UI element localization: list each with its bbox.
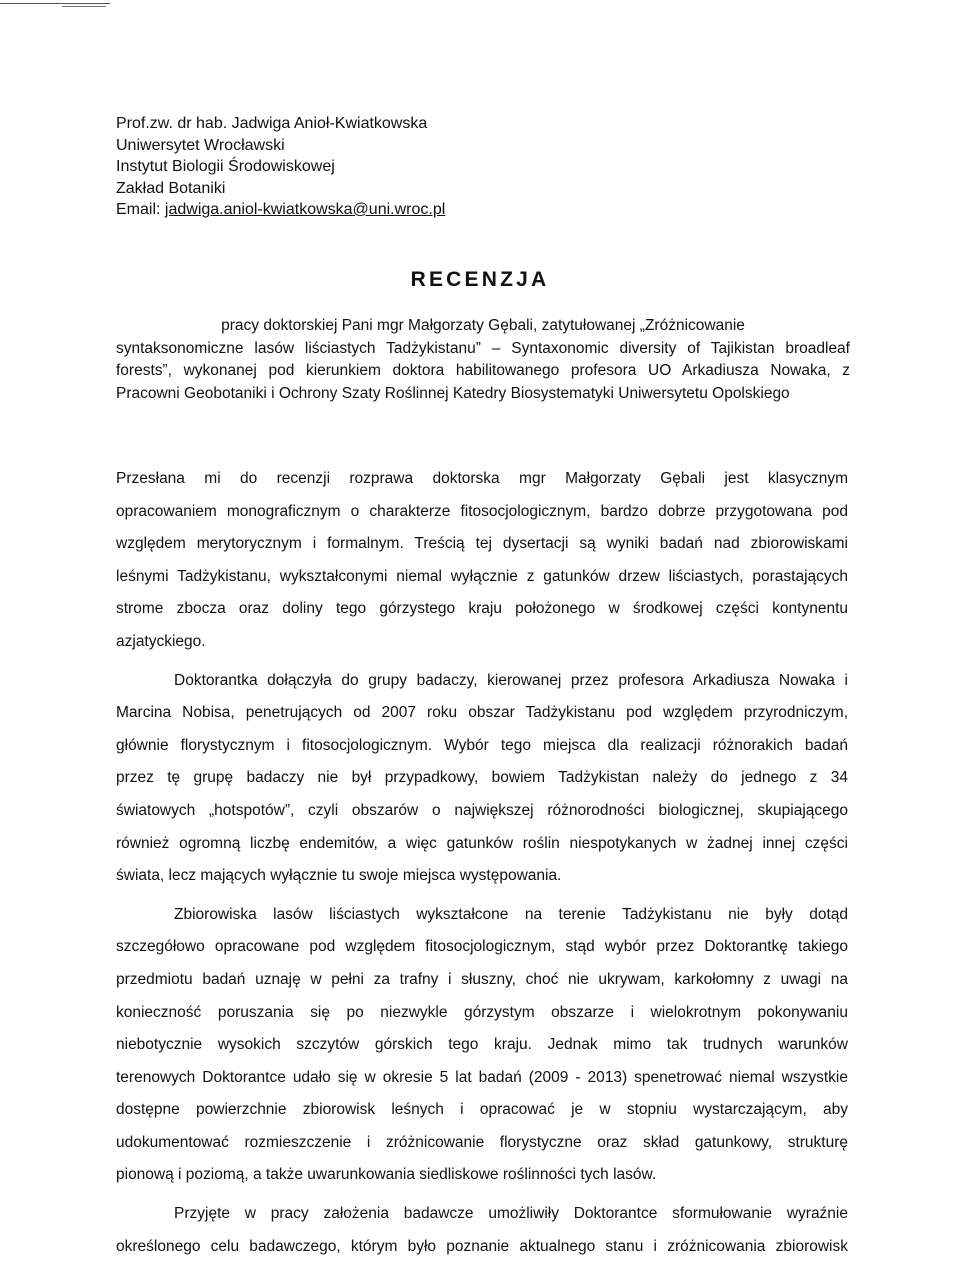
body-line: Przesłana mi do recenzji rozprawa doktorska mgr Małgorzaty Gębali jest klasycznym (116, 470, 848, 487)
subject-line: syntaksonomiczne lasów liściastych Tadżykistanu” – Syntaxonomic diversity of Tajikistan broadleaf (116, 339, 850, 357)
body-line: świata, lecz mających wyłącznie tu swoje miejsca występowania. (116, 867, 562, 885)
body-line: niebotycznie wysokich szczytów górskich tego kraju. Jednak mimo tak trudnych warunków (116, 1036, 848, 1054)
body-line: konieczność poruszania się po niezwykle górzystym obszarze i wielokrotnym pokonywaniu (116, 1003, 848, 1021)
body-line: również ogromną liczbę endemitów, a więc gatunków roślin niespotykanych w żadnej innej części (116, 834, 848, 852)
body-line: Przyjęte w pracy założenia badawcze umożliwiły Doktorantce sformułowanie wyraźnie (174, 1205, 848, 1223)
body-paragraph (116, 1198, 848, 1263)
review-subject (116, 315, 850, 405)
review-body (116, 463, 848, 1263)
body-line: Doktorantka dołączyła do grupy badaczy, kierowanej przez profesora Arkadiusza Nowaka i (174, 671, 848, 689)
body-line: pionową i poziomą, a także uwarunkowania siedliskowe roślinności tych lasów. (116, 1166, 657, 1184)
body-paragraph (116, 899, 848, 1192)
reviewer-department: Zakład Botaniki (116, 179, 226, 197)
reviewer-university: Uniwersytet Wrocławski (116, 136, 285, 154)
body-line: opracowaniem monograficznym o charakterze fitosocjologicznym, bardzo dobrze przygotowana pod (116, 502, 848, 520)
scan-artifact-line (62, 6, 106, 7)
body-line: szczegółowo opracowane pod względem fitosocjologicznym, stąd wybór przez Doktorantkę takiego (116, 938, 848, 956)
body-line: przez tę grupę badaczy nie był przypadkowy, bowiem Tadżykistan należy do jednego z 34 (116, 769, 848, 787)
body-line: azjatyckiego. (116, 632, 206, 650)
body-line: względem merytorycznym i formalnym. Treścią tej dysertacji są wyniki badań nad zbiorowiskami (116, 535, 848, 553)
body-line: światowych „hotspotów”, czyli obszarów o największej różnorodności biologicznej, skupiającego (116, 801, 848, 819)
body-line: terenowych Doktorantce udało się w okresie 5 lat badań (2009 - 2013) spenetrować niemal wszystkie (116, 1068, 848, 1086)
body-paragraph (116, 463, 848, 659)
body-line: udokumentować rozmieszczenie i zróżnicowanie florystyczne oraz skład gatunkowy, strukturę (116, 1133, 848, 1151)
body-line: określonego celu badawczego, którym było poznanie aktualnego stanu i zróżnicowania zbiorowisk (116, 1237, 848, 1255)
subject-line: Pracowni Geobotaniki i Ochrony Szaty Roślinnej Katedry Biosystematyki Uniwersytetu Opolskiego (116, 384, 790, 402)
body-line: dostępne powierzchnie zbiorowisk leśnych i opracować je w stopniu wystarczającym, aby (116, 1101, 848, 1119)
body-line: Zbiorowiska lasów liściastych wykształcone na terenie Tadżykistanu nie były dotąd (174, 905, 848, 923)
body-line: Marcina Nobisa, penetrujących od 2007 roku obszar Tadżykistanu pod względem przyrodniczym, (116, 704, 848, 722)
scan-artifact-line (0, 3, 110, 4)
body-paragraph (116, 665, 848, 893)
email-link[interactable]: jadwiga.aniol-kwiatkowska@uni.wroc.pl (164, 201, 446, 218)
document-title: RECENZJA (410, 268, 550, 291)
body-line: głównie florystycznym i fitosocjologicznym. Wybór tego miejsca dla realizacji różnorakich badań (116, 736, 848, 754)
subject-line: pracy doktorskiej Pani mgr Małgorzaty Gębali, zatytułowanej „Zróżnicowanie (221, 317, 745, 334)
reviewer-address-block (116, 113, 616, 221)
subject-line: forests”, wykonanej pod kierunkiem doktora habilitowanego profesora UO Arkadiusza Nowaka, z (116, 362, 850, 379)
email-label: Email: (116, 201, 165, 218)
body-line: strome zbocza oraz doliny tego górzystego kraju położonego w środkowej części kontynentu (116, 600, 848, 618)
body-line: leśnymi Tadżykistanu, wykształconymi niemal wyłącznie z gatunków drzew liściastych, porastających (116, 567, 848, 585)
body-line: przedmiotu badań uznaję w pełni za trafny i słuszny, choć nie ukrywam, karkołomny z uwagi na (116, 970, 848, 988)
reviewer-institute: Instytut Biologii Środowiskowej (116, 158, 335, 175)
reviewer-email-line (116, 199, 616, 221)
reviewer-name: Prof.zw. dr hab. Jadwiga Anioł-Kwiatkowska (116, 115, 428, 132)
